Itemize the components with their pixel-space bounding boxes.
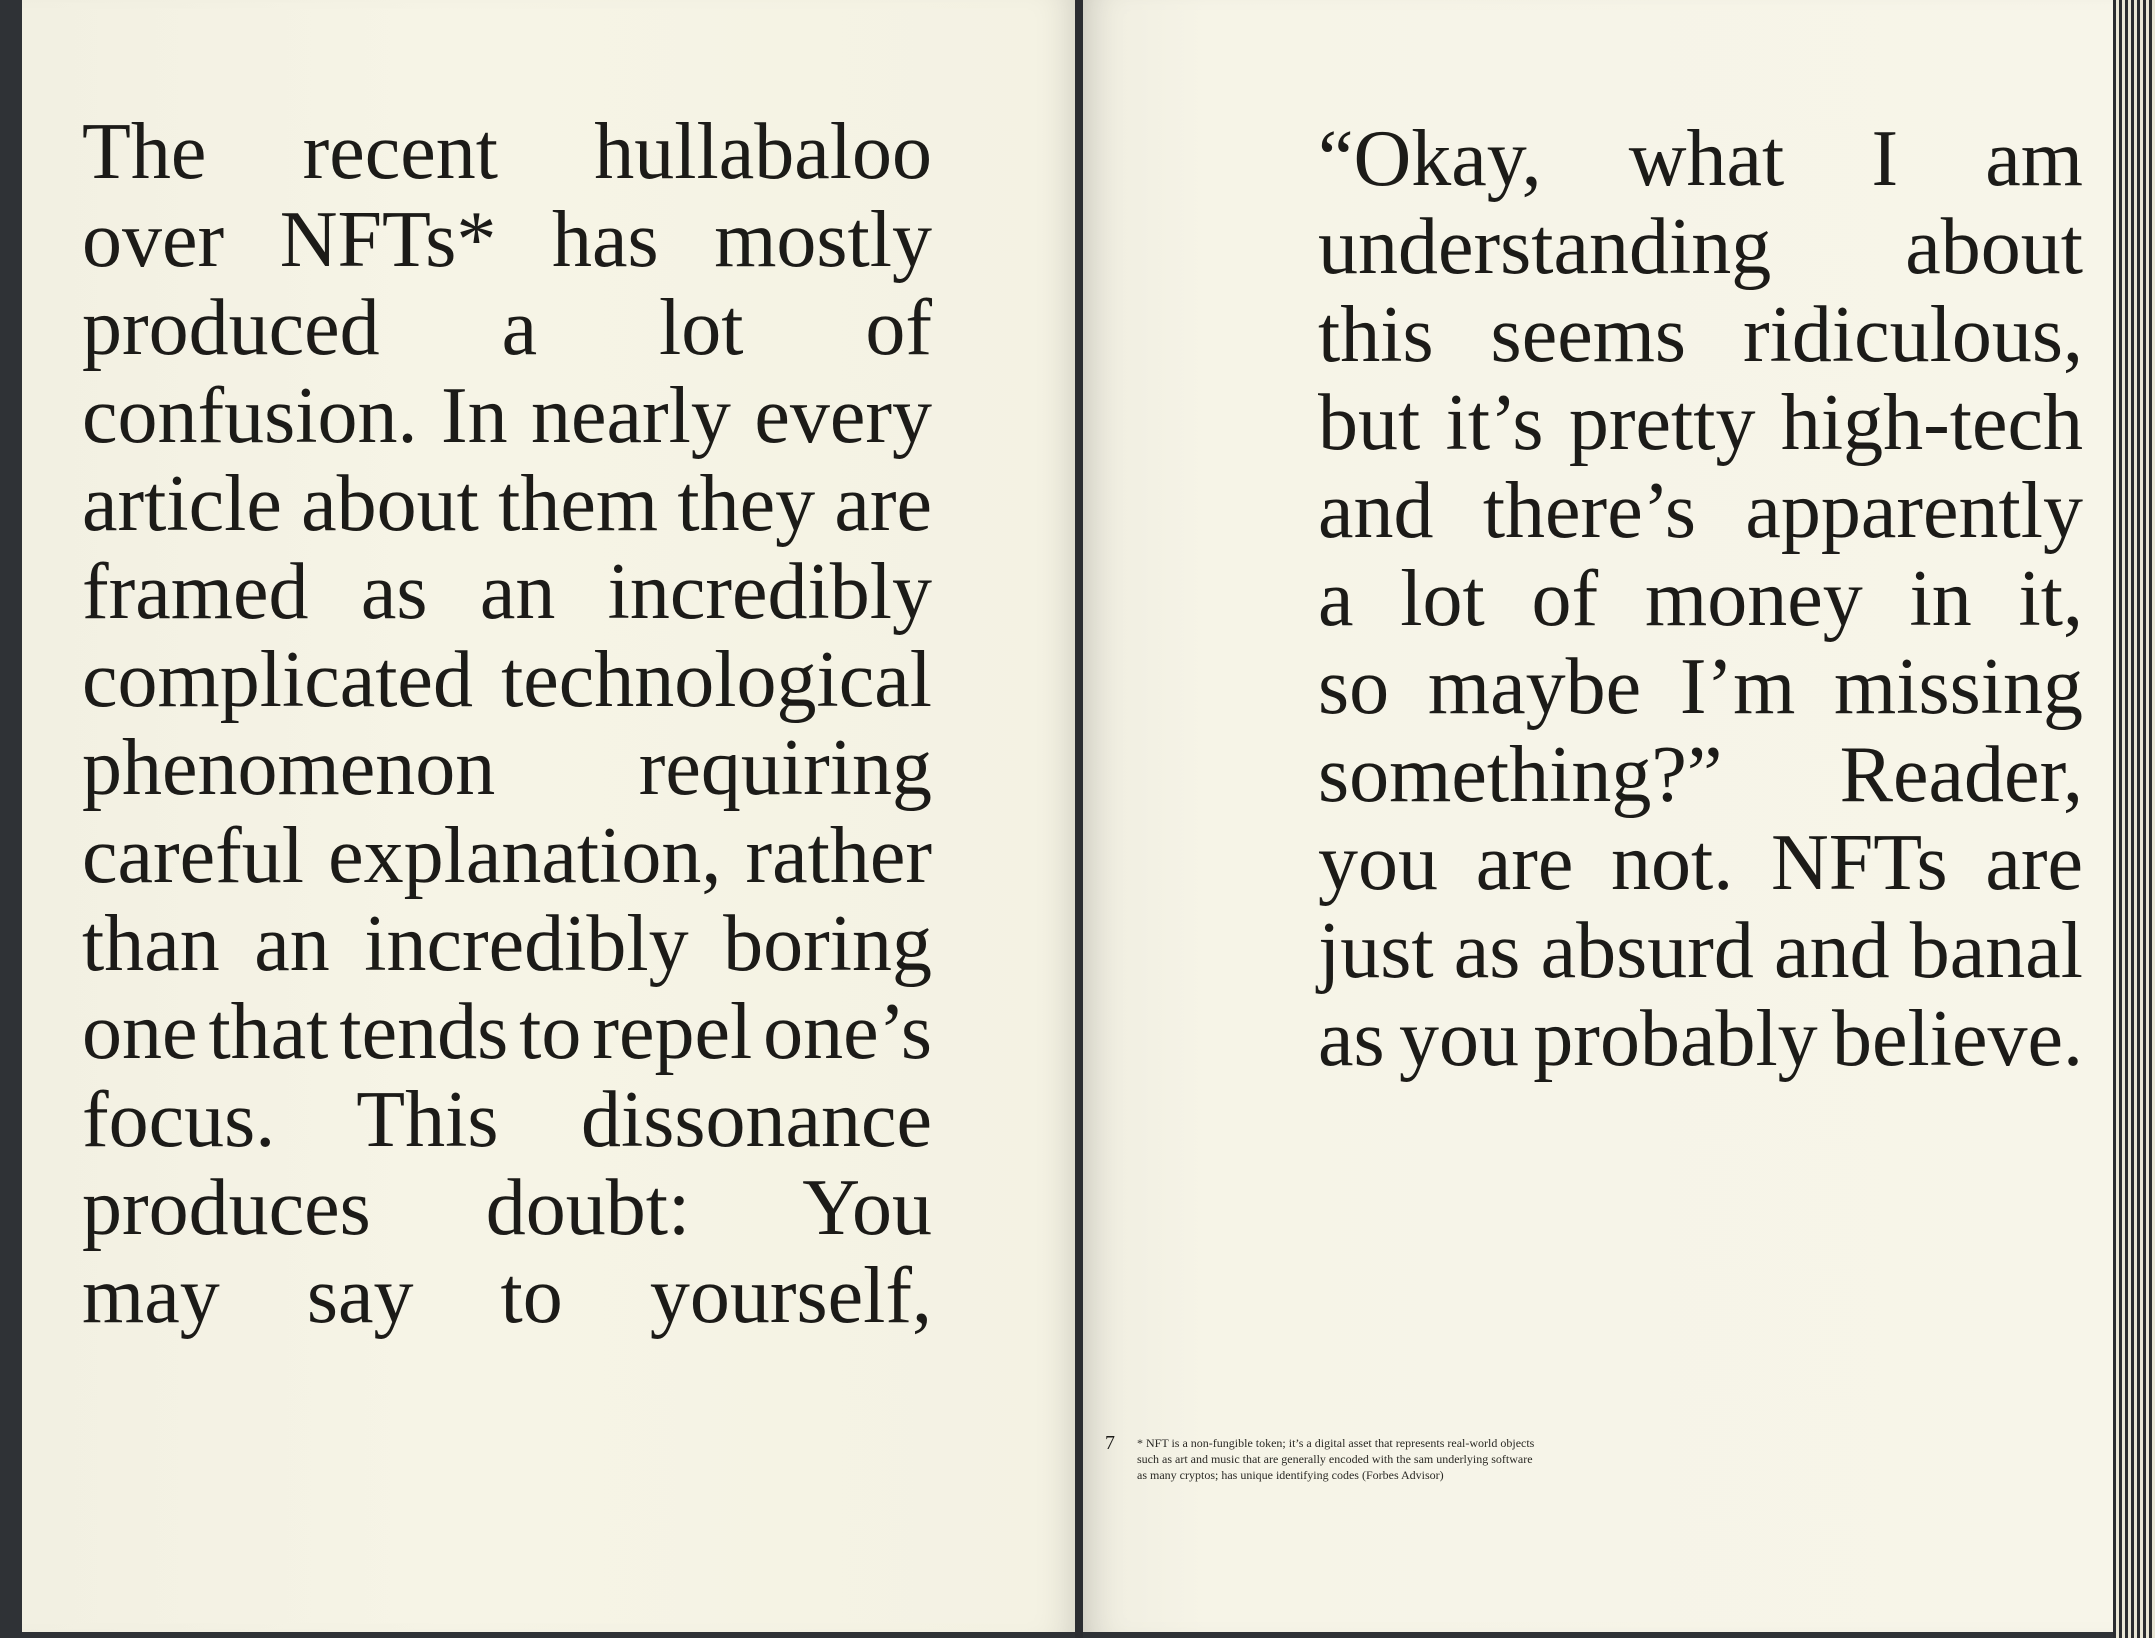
page-edges bbox=[2113, 0, 2155, 1638]
text-line: may say to yourself, bbox=[82, 1252, 932, 1340]
text-line: something?” Reader, bbox=[1318, 731, 2083, 819]
text-line: The recent hullabaloo bbox=[82, 108, 932, 196]
text-line: but it’s pretty high-tech bbox=[1318, 379, 2083, 467]
text-line: phenomenon requiring bbox=[82, 724, 932, 812]
text-line: and there’s apparently bbox=[1318, 467, 2083, 555]
text-line: understanding about bbox=[1318, 203, 2083, 291]
text-line: article about them they are bbox=[82, 460, 932, 548]
text-line: so maybe I’m missing bbox=[1318, 643, 2083, 731]
text-line: one that tends to repel one’s bbox=[82, 988, 932, 1076]
text-line: focus. This dissonance bbox=[82, 1076, 932, 1164]
text-line: just as absurd and banal bbox=[1318, 907, 2083, 995]
left-page-body bbox=[82, 108, 932, 1340]
right-page bbox=[1083, 0, 2113, 1632]
text-line: confusion. In nearly every bbox=[82, 372, 932, 460]
text-line: “Okay, what I am bbox=[1318, 115, 2083, 203]
text-line: than an incredibly boring bbox=[82, 900, 932, 988]
footnote: * NFT is a non-fungible token; it’s a digital asset that represents real-world objects such as art and music that are generally encoded with the sam underlying software as many cryptos; has unique identifying codes (Forbes Advisor) bbox=[1137, 1436, 1535, 1482]
text-line: produces doubt: You bbox=[82, 1164, 932, 1252]
text-line: this seems ridiculous, bbox=[1318, 291, 2083, 379]
text-line: careful explanation, rather bbox=[82, 812, 932, 900]
text-line: over NFTs* has mostly bbox=[82, 196, 932, 284]
book-gutter bbox=[1075, 0, 1083, 1638]
right-page-body bbox=[1318, 115, 2083, 1083]
left-page bbox=[22, 0, 1075, 1632]
text-line: framed as an incredibly bbox=[82, 548, 932, 636]
page-number: 7 bbox=[1105, 1432, 1115, 1454]
text-line: a lot of money in it, bbox=[1318, 555, 2083, 643]
text-line: complicated technological bbox=[82, 636, 932, 724]
text-line: you are not. NFTs are bbox=[1318, 819, 2083, 907]
text-line: produced a lot of bbox=[82, 284, 932, 372]
text-line: as you probably believe. bbox=[1318, 995, 2083, 1083]
